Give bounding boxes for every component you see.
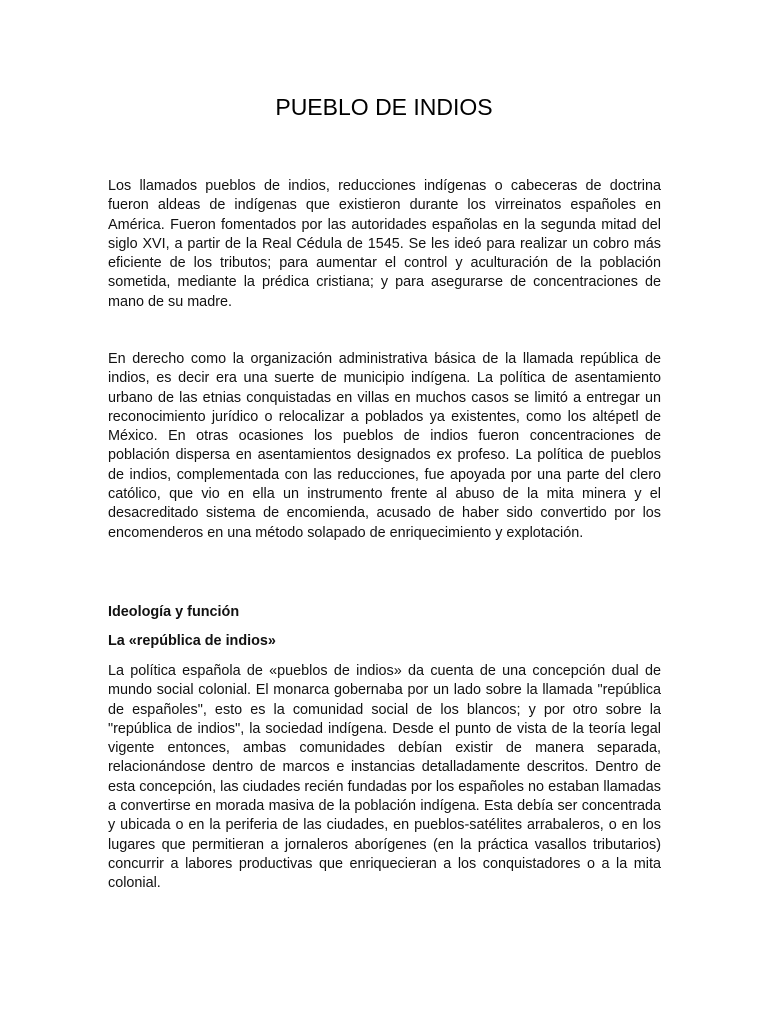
document-title: PUEBLO DE INDIOS — [275, 94, 493, 120]
subsection-heading-republica: La «república de indios» — [108, 633, 276, 649]
paragraph-derecho: En derecho como la organización administrativa básica de la llamada república de indios, es decir era una suerte de municipio indígena. La política de asentamiento urbano de las etnias conquistadas en villas en muchos casos se limitó a entregar un reconocimiento jurídico o relocalizar a poblados ya existentes, como los altépetl de México. En otras ocasiones los pueblos de indios fueron concentraciones de población dispersa en asentamientos designados ex profeso. La política de pueblos de indios, complementada con las reducciones, fue apoyada por una parte del clero católico, que vio en ella un instrumento frente al abuso de la mita minera y el desacreditado sistema de encomienda, acusado de haber sido convertido por los encomenderos en una método solapado de enriquecimiento y explotación. — [108, 351, 661, 541]
section-heading-ideologia: Ideología y función — [108, 604, 240, 620]
paragraph-intro: Los llamados pueblos de indios, reducciones indígenas o cabeceras de doctrina fueron aldeas de indígenas que existieron durante los virreinatos españoles en América. Fueron fomentados por las autoridades españolas en la segunda mitad del siglo XVI, a partir de la Real Cédula de 1545. Se les ideó para realizar un cobro más eficiente de los tributos; para aumentar el control y aculturación de la población sometida, mediante la prédica cristiana; y para asegurarse de concentraciones de mano de su madre. — [108, 178, 661, 310]
paragraph-politica: La política española de «pueblos de indios» da cuenta de una concepción dual de mundo social colonial. El monarca gobernaba por un lado sobre la llamada "república de españoles", esto es la comunidad social de los blancos; y por otro sobre la "república de indios", la sociedad indígena. Desde el punto de vista de la teoría legal vigente entonces, ambas comunidades debían existir de manera separada, relacionándose dentro de marcos e instancias detalladamente descritos. Dentro de esta concepción, las ciudades recién fundadas por los españoles no estaban llamadas a convertirse en morada masiva de la población indígena. Esta debía ser concentrada y ubicada o en la periferia de las ciudades, en pueblos-satélites arrabaleros, o en los lugares que permitieran a jornaleros aborígenes (en la práctica vasallos tributarios) concurrir a labores productivas que enriquecieran a los conquistadores o a la mita colonial. — [108, 663, 661, 892]
